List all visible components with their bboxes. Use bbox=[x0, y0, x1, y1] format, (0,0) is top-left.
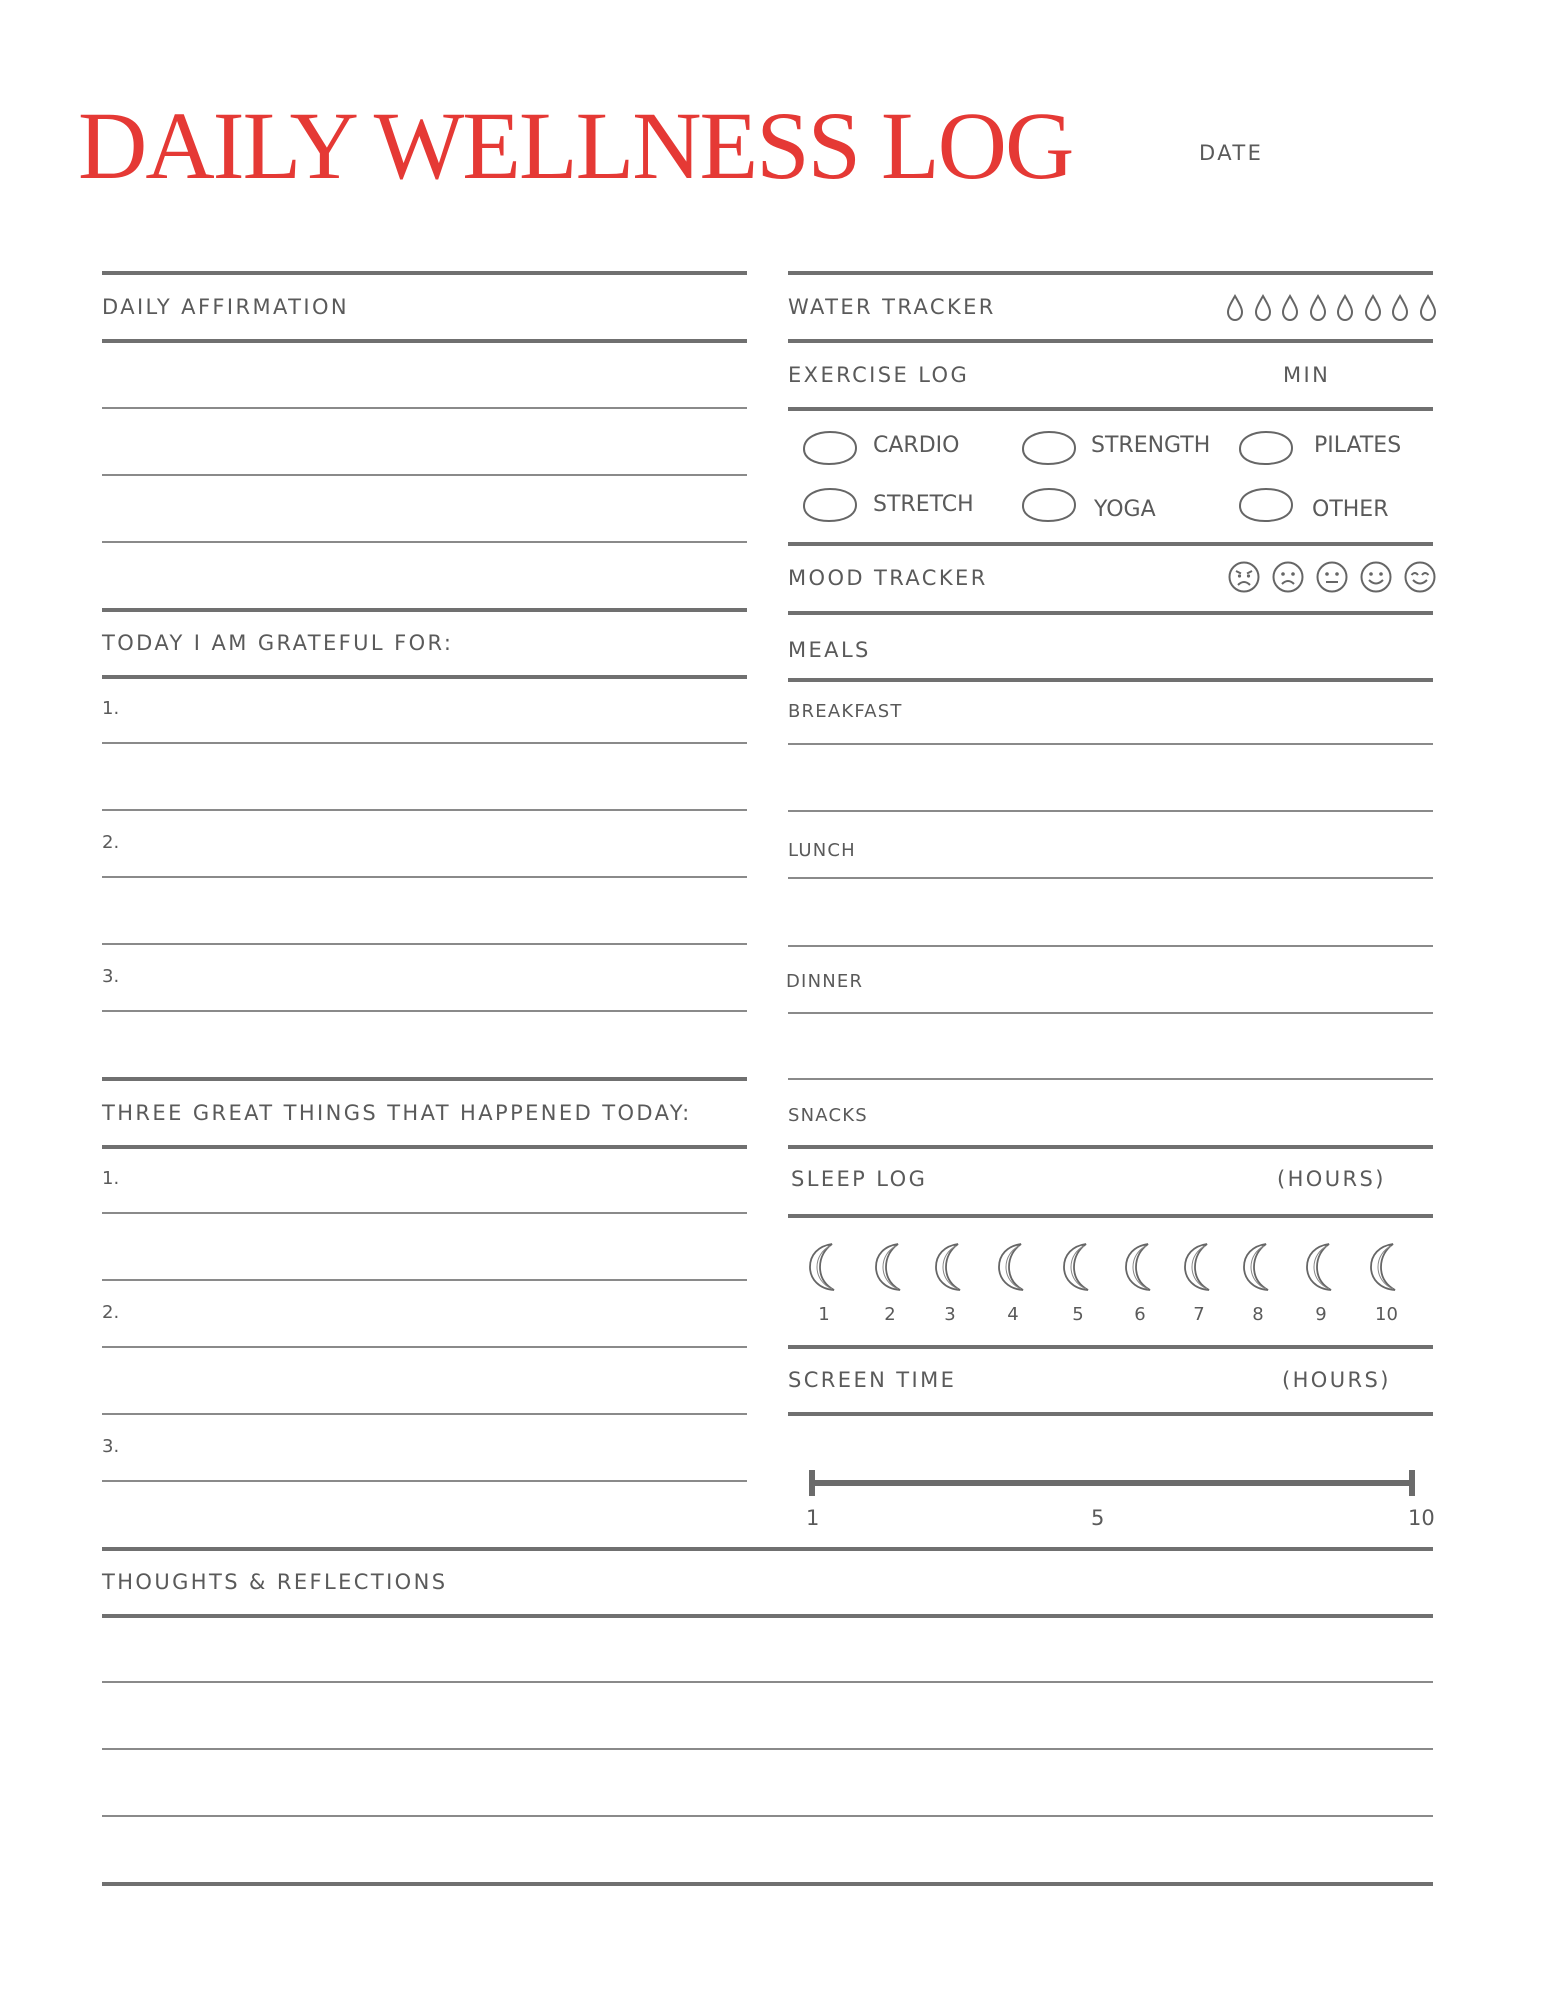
meal-writing-line[interactable] bbox=[788, 945, 1433, 947]
other-checkbox[interactable] bbox=[1236, 485, 1296, 525]
water-drop-icon[interactable] bbox=[1390, 294, 1410, 322]
divider bbox=[102, 339, 747, 343]
grateful-heading: TODAY I AM GRATEFUL FOR: bbox=[102, 631, 454, 655]
mood-tracker-heading: MOOD TRACKER bbox=[788, 566, 988, 590]
moon-icon[interactable] bbox=[1177, 1240, 1221, 1294]
screen-time-slider[interactable] bbox=[806, 1468, 1418, 1498]
exercise-option-label: CARDIO bbox=[873, 433, 960, 458]
divider bbox=[102, 675, 747, 679]
sleep-hour-number: 2 bbox=[884, 1304, 896, 1325]
smile-face-icon[interactable] bbox=[1359, 560, 1393, 594]
grateful-number: 2. bbox=[102, 832, 120, 853]
affirmation-heading: DAILY AFFIRMATION bbox=[102, 295, 349, 319]
divider bbox=[102, 1145, 747, 1149]
moon-icon[interactable] bbox=[1299, 1240, 1343, 1294]
grateful-writing-line[interactable] bbox=[102, 809, 747, 811]
grateful-number: 1. bbox=[102, 698, 120, 719]
date-label: DATE bbox=[1199, 141, 1264, 165]
grateful-writing-line[interactable] bbox=[102, 1010, 747, 1012]
sleep-hour-number: 8 bbox=[1252, 1304, 1264, 1325]
grateful-writing-line[interactable] bbox=[102, 943, 747, 945]
thoughts-writing-line[interactable] bbox=[102, 1681, 1433, 1683]
divider bbox=[788, 542, 1433, 546]
grateful-writing-line[interactable] bbox=[102, 742, 747, 744]
yoga-checkbox[interactable] bbox=[1019, 485, 1079, 525]
water-drop-icon[interactable] bbox=[1225, 294, 1245, 322]
sleep-hour-number: 3 bbox=[944, 1304, 956, 1325]
divider bbox=[102, 271, 747, 275]
screen-unit-label: (HOURS) bbox=[1282, 1368, 1391, 1392]
divider bbox=[102, 1882, 1433, 1886]
meal-label-snacks: SNACKS bbox=[788, 1105, 868, 1126]
divider bbox=[788, 271, 1433, 275]
divider bbox=[788, 1412, 1433, 1416]
exercise-option-label: OTHER bbox=[1312, 497, 1389, 522]
divider bbox=[788, 1145, 1433, 1149]
sleep-hour-number: 4 bbox=[1007, 1304, 1019, 1325]
meal-writing-line[interactable] bbox=[788, 743, 1433, 745]
sleep-hour-number: 1 bbox=[818, 1304, 830, 1325]
divider bbox=[788, 1214, 1433, 1218]
sad-face-icon[interactable] bbox=[1271, 560, 1305, 594]
water-drop-icon[interactable] bbox=[1280, 294, 1300, 322]
grateful-number: 3. bbox=[102, 966, 120, 987]
page-title: DAILY WELLNESS LOG bbox=[78, 92, 1073, 199]
thoughts-heading: THOUGHTS & REFLECTIONS bbox=[102, 1570, 448, 1594]
water-drop-icon[interactable] bbox=[1308, 294, 1328, 322]
exercise-option-label: PILATES bbox=[1314, 433, 1402, 458]
great-things-writing-line[interactable] bbox=[102, 1413, 747, 1415]
great-things-number: 1. bbox=[102, 1168, 120, 1189]
great-things-number: 3. bbox=[102, 1436, 120, 1457]
sleep-hour-number: 9 bbox=[1315, 1304, 1327, 1325]
meals-heading: MEALS bbox=[788, 638, 871, 662]
meal-writing-line[interactable] bbox=[788, 810, 1433, 812]
water-tracker-heading: WATER TRACKER bbox=[788, 295, 996, 319]
moon-icon[interactable] bbox=[928, 1240, 972, 1294]
divider bbox=[788, 1345, 1433, 1349]
great-things-writing-line[interactable] bbox=[102, 1346, 747, 1348]
sleep-hour-number: 5 bbox=[1072, 1304, 1084, 1325]
moon-icon[interactable] bbox=[868, 1240, 912, 1294]
meal-writing-line[interactable] bbox=[788, 1078, 1433, 1080]
sleep-hour-number: 6 bbox=[1134, 1304, 1146, 1325]
angry-face-icon[interactable] bbox=[1227, 560, 1261, 594]
sleep-unit-label: (HOURS) bbox=[1277, 1167, 1386, 1191]
moon-icon[interactable] bbox=[1236, 1240, 1280, 1294]
screen-time-heading: SCREEN TIME bbox=[788, 1368, 957, 1392]
divider bbox=[102, 1614, 1433, 1618]
screen-scale-min: 1 bbox=[806, 1506, 820, 1530]
meal-label-breakfast: BREAKFAST bbox=[788, 701, 903, 722]
water-drop-icon[interactable] bbox=[1335, 294, 1355, 322]
grateful-writing-line[interactable] bbox=[102, 876, 747, 878]
great-things-number: 2. bbox=[102, 1302, 120, 1323]
moon-icon[interactable] bbox=[1118, 1240, 1162, 1294]
moon-icon[interactable] bbox=[1363, 1240, 1407, 1294]
moon-icon[interactable] bbox=[991, 1240, 1035, 1294]
affirmation-writing-line[interactable] bbox=[102, 407, 747, 409]
exercise-option-label: STRETCH bbox=[873, 492, 974, 517]
thoughts-writing-line[interactable] bbox=[102, 1815, 1433, 1817]
exercise-min-label: MIN bbox=[1283, 363, 1331, 387]
water-drop-icon[interactable] bbox=[1363, 294, 1383, 322]
water-drop-icon[interactable] bbox=[1253, 294, 1273, 322]
great-things-writing-line[interactable] bbox=[102, 1279, 747, 1281]
water-drop-icon[interactable] bbox=[1418, 294, 1438, 322]
exercise-log-heading: EXERCISE LOG bbox=[788, 363, 970, 387]
sleep-hour-number: 10 bbox=[1375, 1304, 1398, 1325]
divider bbox=[102, 1077, 747, 1081]
moon-icon[interactable] bbox=[802, 1240, 846, 1294]
affirmation-writing-line[interactable] bbox=[102, 474, 747, 476]
strength-checkbox[interactable] bbox=[1019, 428, 1079, 468]
divider bbox=[788, 339, 1433, 343]
great-things-writing-line[interactable] bbox=[102, 1480, 747, 1482]
screen-scale-mid: 5 bbox=[1091, 1506, 1105, 1530]
stretch-checkbox[interactable] bbox=[800, 485, 860, 525]
divider bbox=[102, 608, 747, 612]
divider bbox=[788, 678, 1433, 682]
exercise-option-label: STRENGTH bbox=[1091, 433, 1211, 458]
sleep-log-heading: SLEEP LOG bbox=[791, 1167, 928, 1191]
meal-label-dinner: DINNER bbox=[786, 971, 864, 992]
divider bbox=[788, 407, 1433, 411]
affirmation-writing-line[interactable] bbox=[102, 541, 747, 543]
pilates-checkbox[interactable] bbox=[1236, 428, 1296, 468]
happy-face-icon[interactable] bbox=[1403, 560, 1437, 594]
thoughts-writing-line[interactable] bbox=[102, 1748, 1433, 1750]
great-things-heading: THREE GREAT THINGS THAT HAPPENED TODAY: bbox=[102, 1101, 692, 1125]
great-things-writing-line[interactable] bbox=[102, 1212, 747, 1214]
exercise-option-label: YOGA bbox=[1094, 497, 1156, 522]
divider bbox=[102, 1547, 1433, 1551]
cardio-checkbox[interactable] bbox=[800, 428, 860, 468]
meal-writing-line[interactable] bbox=[788, 877, 1433, 879]
meal-label-lunch: LUNCH bbox=[788, 840, 856, 861]
sleep-hour-number: 7 bbox=[1193, 1304, 1205, 1325]
screen-scale-max: 10 bbox=[1408, 1506, 1435, 1530]
moon-icon[interactable] bbox=[1056, 1240, 1100, 1294]
neutral-face-icon[interactable] bbox=[1315, 560, 1349, 594]
meal-writing-line[interactable] bbox=[788, 1012, 1433, 1014]
divider bbox=[788, 611, 1433, 615]
